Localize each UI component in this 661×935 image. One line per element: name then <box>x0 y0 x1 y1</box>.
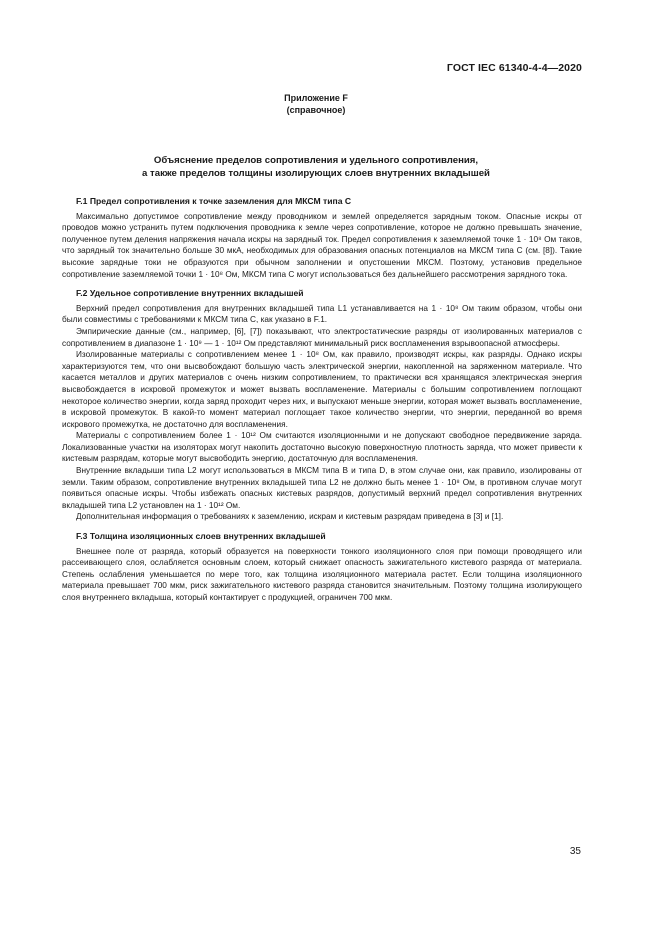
section-f2 <box>62 288 582 523</box>
main-title-line-2: а также пределов толщины изолирующих слоев внутренних вкладышей <box>142 168 490 179</box>
paragraph: Верхний предел сопротивления для внутренних вкладышей типа L1 устанавливается на 1 · 10⁸ Ом таким образом, чтобы они были совместимы с требованиями к МКСМ типа С, как указано в F.1. <box>62 303 582 325</box>
paragraph: Эмпирические данные (см., например, [6], [7]) показывают, что электростатические разряды от изолированных материалов с сопротивлением в диапазоне 1 · 10⁹ — 1 · 10¹² Ом представляют минимальный риск воспламенения взрывоопасной атмосферы. <box>62 326 582 348</box>
section-f3-heading: F.3 Толщина изоляционных слоев внутренних вкладышей <box>76 531 326 542</box>
document-body <box>62 196 582 612</box>
section-f1 <box>62 196 582 280</box>
paragraph: Внешнее поле от разряда, который образуется на поверхности тонкого изоляционного слоя при помощи проводящего или рассеивающего слоя, ослабляется основным слоем, который снижает опасность зажигательного кистевого разряда от материала. Степень ослабления уменьшается по мере того, как толщина изоляционного материала растет. Если толщина изоляционного материала превышает 700 мкм, риск зажигательного кистевого разряда становится значительным. Поэтому толщина изолирующего слоя внутреннего вкладыша, который контактирует с продукцией, ограничен 700 мкм. <box>62 546 582 602</box>
document-code: ГОСТ IEC 61340-4-4—2020 <box>446 62 582 74</box>
section-f1-heading: F.1 Предел сопротивления к точке заземления для МКСМ типа С <box>76 196 352 206</box>
section-f2-heading: F.2 Удельное сопротивление внутренних вкладышей <box>76 288 304 299</box>
paragraph: Внутренние вкладыши типа L2 могут использоваться в МКСМ типа В и типа D, в этом случае они, как правило, изолированы от земли. Таким образом, сопротивление внутренних вкладышей типа L2 не должно быть менее 1 · 10⁸ Ом, в противном случае могут появиться опасные искры. Чтобы избежать опасных кистевых разрядов, допустимый верхний предел сопротивления внутренних вкладышей типа L2 установлен на 1 · 10¹² Ом. <box>62 466 582 510</box>
paragraph: Материалы с сопротивлением более 1 · 10¹² Ом считаются изоляционными и не допускают свободное передвижение заряда. Локализованные участки на изоляторах могут накопить достаточно высокую поверхностную плотность заряда, что может привести к кистевым разрядам, которые могут высвободить энергию, достаточную для воспламенения. <box>62 431 582 464</box>
annex-title: Приложение F <box>284 93 348 103</box>
annex-heading <box>0 92 632 116</box>
paragraph: Дополнительная информация о требованиях к заземлению, искрам и кистевым разрядам приведена в [3] и [1]. <box>76 512 504 522</box>
main-title <box>0 154 632 180</box>
page-number: 35 <box>569 846 581 857</box>
section-f3 <box>62 531 582 604</box>
annex-subtitle: (справочное) <box>286 105 346 115</box>
paragraph: Максимально допустимое сопротивление между проводником и землей определяется зарядным током. Опасные искры от проводов можно устранить путем подключения проводника к земле через сопротивление, которое не должно превышать значение, полученное путем деления напряжения начала искры на зарядный ток. Предел сопротивления к заземляемой точке 1 · 10⁸ Ом таков, что зарядный ток значительно больше 30 мкА, необходимых для образования опасных потенциалов на МКСМ типа С (см. [8]). Такие высокие зарядные токи не образуются при обычном заполнении и опустошении МКСМ. Поэтому, установив предельное сопротивление заземляемой точки 1 · 10⁸ Ом, МКСМ типа С могут использоваться без дальнейшего рассмотрения зарядного тока. <box>62 211 582 279</box>
paragraph: Изолированные материалы с сопротивлением менее 1 · 10⁸ Ом, как правило, производят искры, как разряды. Однако искры характеризуются тем, что они высвобождают большую часть электрической энергии, накопленной на заряженном материале. Что касается металлов и других материалов с очень низким сопротивлением, то практически вся хранящаяся электрическая энергия высвобождается в искровой промежуток и может вызвать воспламенение. Материалы с большим сопротивлением поглощают некоторое количество энергии, когда заряд проходит через них, и выпускают меньше энергии, которая может вызвать воспламенение, в искровой промежуток. В какой-то момент материал поглощает такое количество энергии, что энергии, переданной во время искрового промежутка, не достаточно для воспламенения. <box>62 350 582 429</box>
main-title-line-1: Объяснение пределов сопротивления и удельного сопротивления, <box>153 155 479 166</box>
